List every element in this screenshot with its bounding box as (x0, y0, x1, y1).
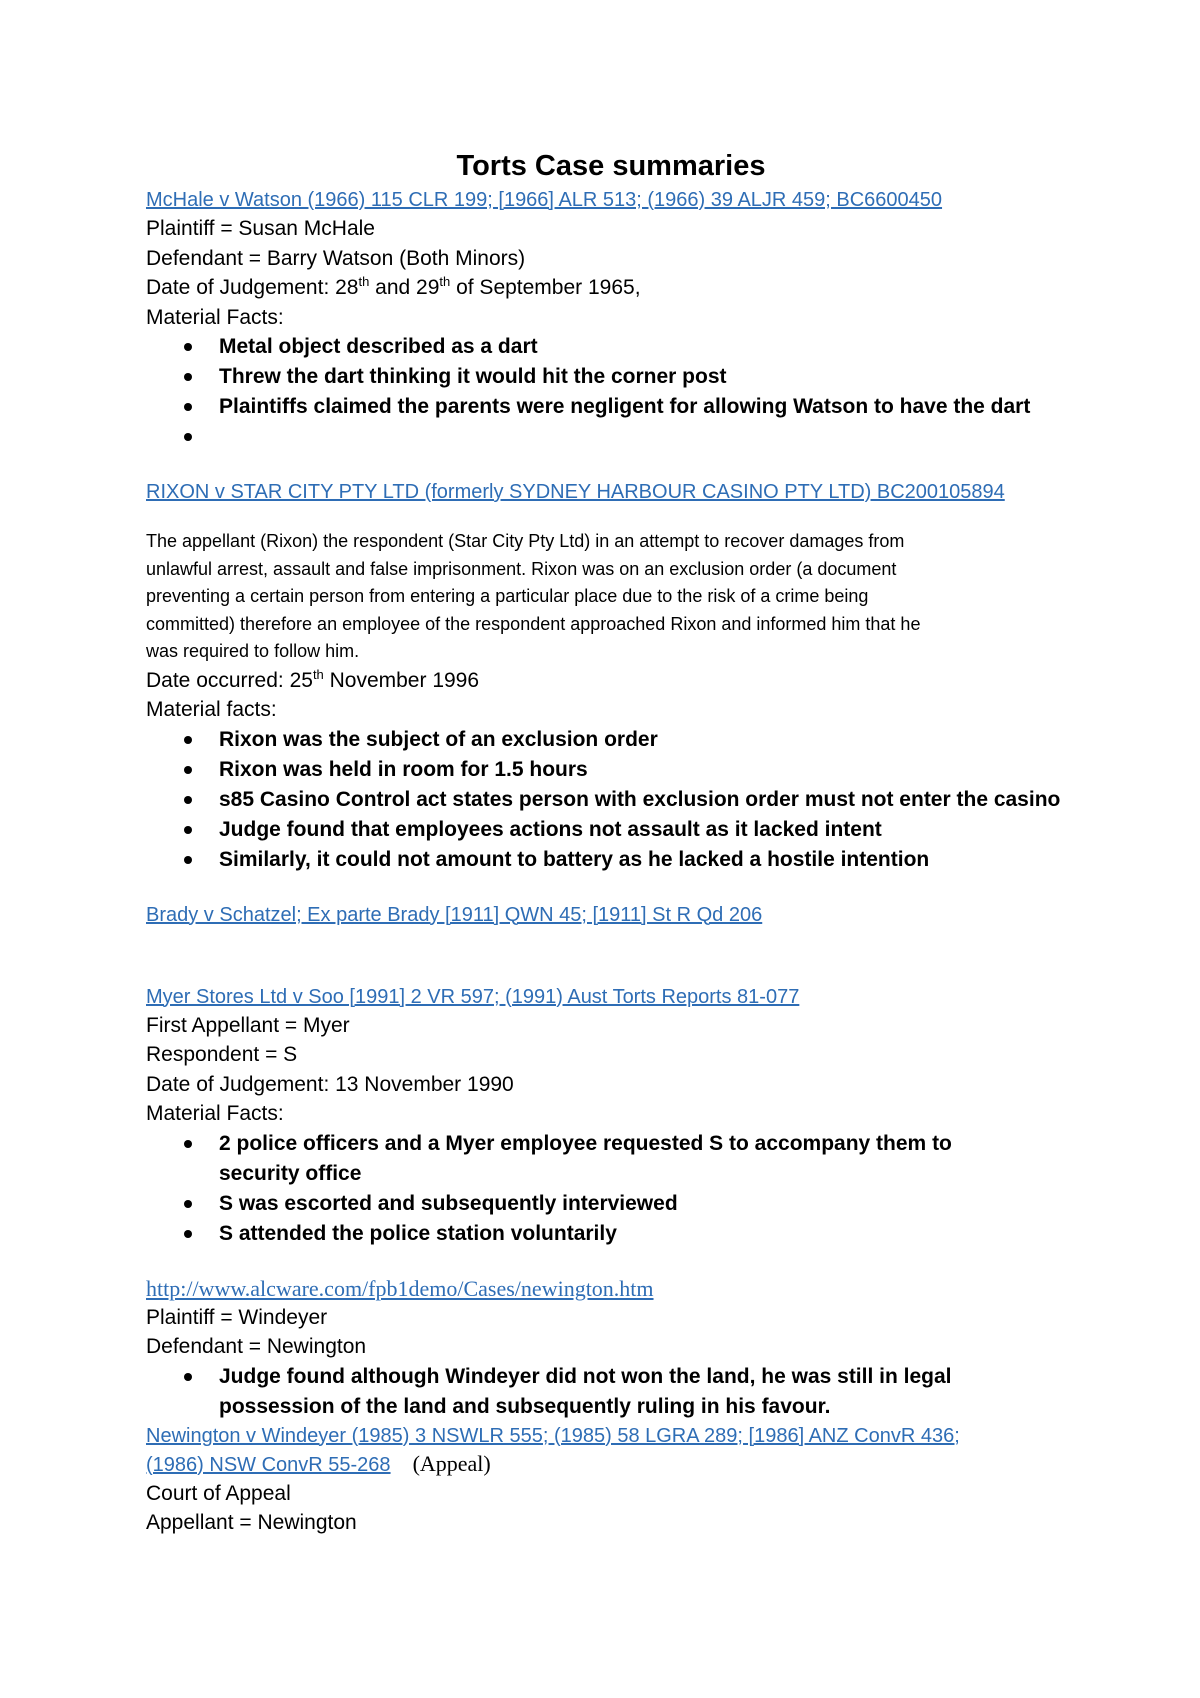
myer-appellant: First Appellant = Myer (146, 1013, 350, 1037)
bullet-icon (184, 403, 192, 411)
court-label: Court of Appeal (146, 1481, 291, 1505)
newington-appeal-line (146, 1450, 1076, 1479)
newington-plaintiff: Plaintiff = Windeyer (146, 1305, 328, 1329)
bullet-icon (184, 343, 192, 351)
myer-facts-list (146, 1129, 1076, 1249)
bullet-icon (184, 1373, 192, 1381)
list-item (146, 422, 1076, 452)
rixon-summary-line: committed) therefore an employee of the respondent approached Rixon and informed him that he (146, 613, 921, 634)
bullet-icon (184, 826, 192, 834)
myer-judgement-date: Date of Judgement: 13 November 1990 (146, 1072, 514, 1096)
list-item: Judge found although Windeyer did not won the land, he was still in legal possession of the land and subsequently ruling in his favour. (146, 1362, 1039, 1422)
bullet-icon (184, 736, 192, 744)
mchale-plaintiff: Plaintiff = Susan McHale (146, 217, 375, 240)
rixon-date-occurred: Date occurred: 25th November 1996 (146, 666, 480, 692)
rixon-summary-line: The appellant (Rixon) the respondent (Star City Pty Ltd) in an attempt to recover damages from (146, 531, 905, 551)
myer-facts-label: Material Facts: (146, 1102, 284, 1125)
rixon-summary-line: unlawful arrest, assault and false imprisonment. Rixon was on an exclusion order (a document (146, 558, 897, 579)
list-item: S was escorted and subsequently interviewed (146, 1189, 1076, 1219)
newington-appellant: Appellant = Newington (146, 1511, 357, 1534)
bullet-icon (184, 1230, 192, 1238)
bullet-icon (184, 373, 192, 381)
mchale-defendant: Defendant = Barry Watson (Both Minors) (146, 246, 526, 270)
appeal-label: (Appeal) (412, 1450, 491, 1476)
mchale-facts-list (146, 332, 1076, 452)
rixon-facts-label: Material facts: (146, 698, 277, 721)
list-item: Similarly, it could not amount to battery as he lacked a hostile intention (146, 845, 1076, 875)
newington-appeal-link[interactable]: Newington v Windeyer (1985) 3 NSWLR 555; (1985) 58 LGRA 289; [1986] ANZ ConvR 436; (146, 1424, 960, 1447)
brady-case-link[interactable]: Brady v Schatzel; Ex parte Brady [1911] QWN 45; [1911] St R Qd 206 (146, 903, 763, 926)
rixon-facts-list (146, 725, 1076, 875)
document-body (146, 146, 1076, 1538)
bullet-icon (184, 796, 192, 804)
bullet-icon (184, 433, 192, 441)
list-item: Plaintiffs claimed the parents were negligent for allowing Watson to have the dart (146, 392, 1076, 422)
myer-case-link[interactable]: Myer Stores Ltd v Soo [1991] 2 VR 597; (1991) Aust Torts Reports 81-077 (146, 985, 800, 1008)
list-item: Judge found that employees actions not assault as it lacked intent (146, 815, 1076, 845)
page-title: Torts Case summaries (456, 150, 766, 182)
rixon-summary-line: preventing a certain person from entering a particular place due to the risk of a crime being (146, 586, 869, 606)
list-item: 2 police officers and a Myer employee requested S to accompany them to security office (146, 1129, 999, 1189)
rixon-case-link[interactable]: RIXON v STAR CITY PTY LTD (formerly SYDNEY HARBOUR CASINO PTY LTD) BC200105894 (146, 481, 1005, 503)
myer-respondent: Respondent = S (146, 1043, 298, 1066)
list-item: Rixon was the subject of an exclusion order (146, 725, 1076, 755)
newington-url-link[interactable]: http://www.alcware.com/fpb1demo/Cases/newington.htm (146, 1275, 654, 1301)
list-item: S attended the police station voluntarily (146, 1219, 1076, 1249)
list-item: Metal object described as a dart (146, 332, 1076, 362)
bullet-icon (184, 1140, 192, 1148)
mchale-case-link[interactable]: McHale v Watson (1966) 115 CLR 199; [1966] ALR 513; (1966) 39 ALJR 459; BC6600450 (146, 189, 943, 211)
mchale-judgement-date: Date of Judgement: 28th and 29th of September 1965, (146, 274, 641, 299)
list-item: Threw the dart thinking it would hit the corner post (146, 362, 1076, 392)
list-item: Rixon was held in room for 1.5 hours (146, 755, 1076, 785)
bullet-icon (184, 856, 192, 864)
bullet-icon (184, 766, 192, 774)
bullet-icon (184, 1200, 192, 1208)
newington-defendant: Defendant = Newington (146, 1335, 367, 1358)
list-item: s85 Casino Control act states person with exclusion order must not enter the casino (146, 785, 1076, 815)
newington-facts-list (146, 1362, 1076, 1422)
newington-appeal-link-cont[interactable]: (1986) NSW ConvR 55-268 (146, 1453, 391, 1476)
rixon-summary-line: was required to follow him. (146, 641, 360, 661)
mchale-facts-label: Material Facts: (146, 305, 284, 329)
